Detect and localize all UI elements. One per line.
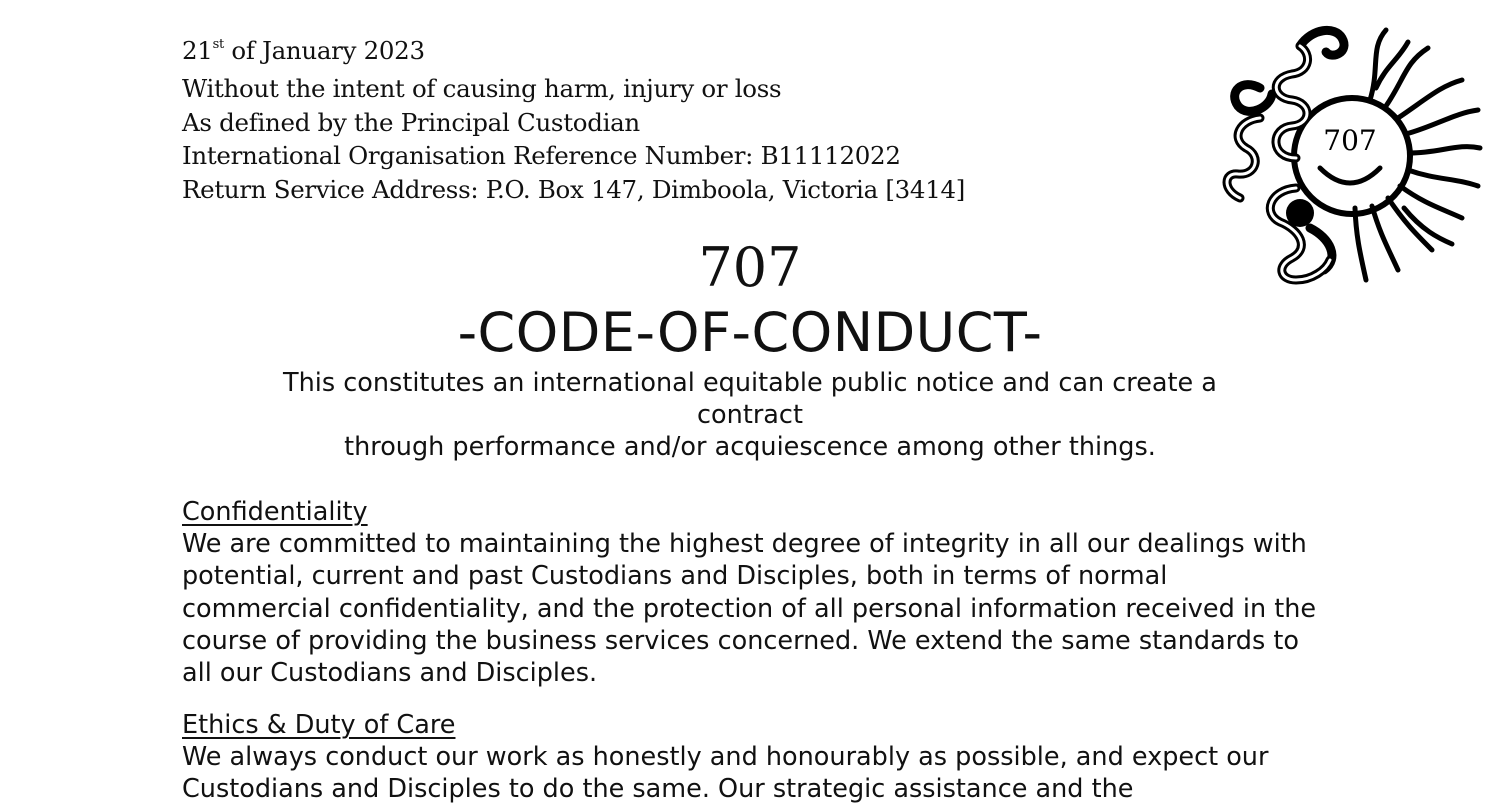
date-suffix: st — [212, 37, 224, 52]
document-number: 707 — [698, 236, 802, 299]
section-heading: Ethics & Duty of Care — [182, 710, 456, 740]
notice-line-1: This constitutes an international equitable public notice and can create a contract — [283, 368, 1217, 430]
date-day: 21 — [182, 36, 213, 65]
header-block — [182, 34, 965, 206]
defined-by-line: As defined by the Principal Custodian — [182, 107, 640, 137]
date-line — [182, 34, 965, 72]
confidentiality-section — [182, 496, 1322, 689]
intent-line: Without the intent of causing harm, injury or loss — [182, 74, 782, 104]
section-body: We are committed to maintaining the highest degree of integrity in all our dealings with potential, current and past Custodians and Disciples, both in terms of normal commercial confidentiality, and the protection of all personal information received in the course of providing the business services concerned. We extend the same standards to all our Custodians and Disciples. — [182, 529, 1317, 689]
logo-text: 707 — [1323, 124, 1377, 157]
reference-number-line: International Organisation Reference Number: B11112022 — [182, 141, 901, 171]
ethics-section — [182, 709, 1322, 806]
section-heading: Confidentiality — [182, 497, 368, 527]
notice-line-2: through performance and/or acquiescence among other things. — [344, 432, 1156, 462]
return-address-line: Return Service Address: P.O. Box 147, Dimboola, Victoria [3414] — [182, 174, 966, 204]
date-rest: of January 2023 — [223, 36, 425, 65]
section-body: We always conduct our work as honestly and honourably as possible, and expect our Custodians and Disciples to do the same. Our strategic assistance and the — [182, 742, 1269, 805]
document-title: -CODE-OF-CONDUCT- — [457, 301, 1043, 364]
public-notice — [230, 367, 1270, 463]
